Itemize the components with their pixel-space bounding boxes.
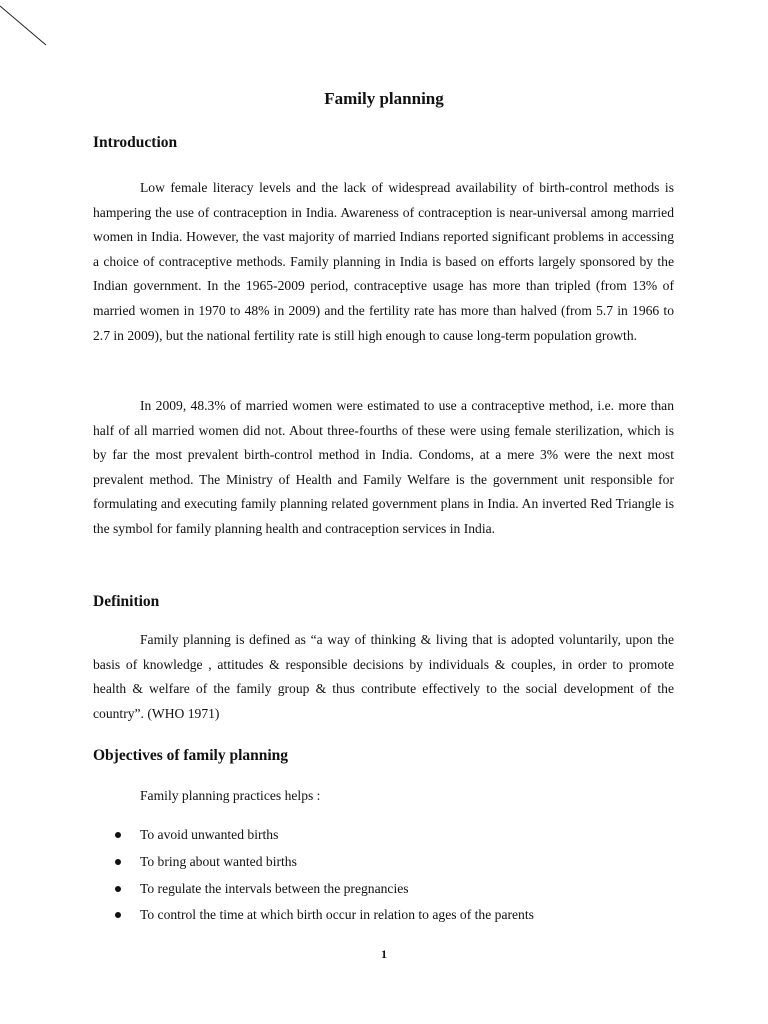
introduction-paragraph-1: Low female literacy levels and the lack of widespread availability of birth-control methods is hampering the use of contraception in India. Awareness of contraception is near-universal among married women in India. However, the vast majority of married Indians reported significant problems in accessing a choice of contraceptive methods. Family planning in India is based on efforts largely sponsored by the Indian government. In the 1965-2009 period, contraceptive usage has more than tripled (from 13% of married women in 1970 to 48% in 2009) and the fertility rate has more than halved (from 5.7 in 1966 to 2.7 in 2009), but the national fertility rate is still high enough to cause long-term population growth.: [93, 180, 674, 343]
bullet-icon: [115, 832, 121, 838]
bullet-icon: [115, 912, 121, 918]
bullet-icon: [115, 859, 121, 865]
list-item-text: To regulate the intervals between the pregnancies: [140, 880, 409, 896]
list-item-text: To avoid unwanted births: [140, 827, 279, 842]
definition-heading: Definition: [93, 593, 160, 610]
list-item-text: To bring about wanted births: [140, 853, 297, 869]
page-corner-line: [0, 0, 60, 60]
objectives-list: [93, 822, 534, 929]
introduction-heading: Introduction: [93, 134, 178, 151]
objectives-heading: Objectives of family planning: [93, 747, 289, 764]
list-item: [93, 876, 534, 903]
page-number: 1: [381, 947, 387, 961]
list-item: [93, 849, 534, 876]
list-item: [93, 902, 534, 929]
bullet-icon: [115, 886, 121, 892]
list-item: [93, 822, 534, 849]
definition-paragraph: Family planning is defined as “a way of thinking & living that is adopted voluntarily, upon the basis of knowledge , attitudes & responsible decisions by individuals & couples, in order to promote health & welfare of the family group & thus contribute effectively to the social development of the country”. (WHO 1971): [93, 632, 674, 721]
document-title: Family planning: [324, 89, 444, 108]
introduction-paragraph-2: In 2009, 48.3% of married women were estimated to use a contraceptive method, i.e. more than half of all married women did not. About three-fourths of these were using female sterilization, which is by far the most prevalent birth-control method in India. Condoms, at a mere 3% were the next most prevalent method. The Ministry of Health and Family Welfare is the government unit responsible for formulating and executing family planning related government plans in India. An inverted Red Triangle is the symbol for family planning health and contraception services in India.: [93, 398, 674, 536]
list-item-text: To control the time at which birth occur in relation to ages of the parents: [140, 907, 534, 923]
objectives-lead: Family planning practices helps :: [140, 788, 321, 803]
